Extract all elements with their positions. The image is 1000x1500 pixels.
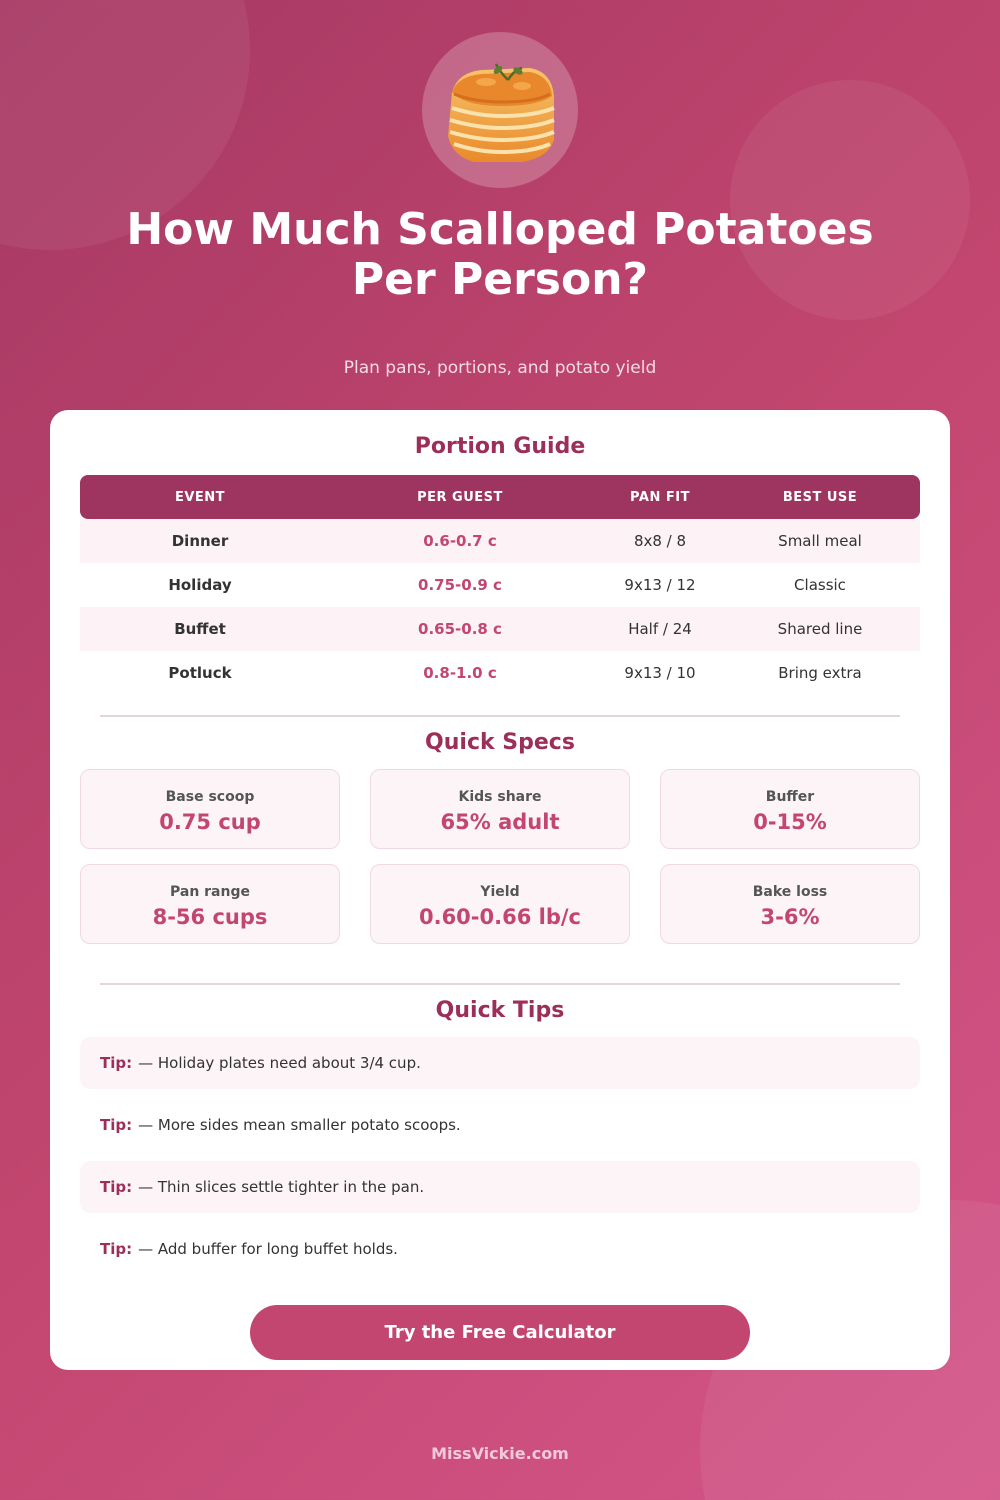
table-header [80,475,920,519]
tip-text: — More sides mean smaller potato scoops. [138,1116,461,1134]
spec-card-pan-range [80,864,340,944]
page-subtitle: Plan pans, portions, and potato yield [343,358,657,378]
spec-label: Base scoop [165,789,255,805]
spec-value: 8-56 cups [152,905,268,929]
spec-value: 0.75 cup [159,810,261,834]
spec-label: Kids share [458,789,542,805]
cell-event: Buffet [174,620,226,638]
cell-event: Holiday [168,576,232,594]
spec-label: Buffer [765,789,815,805]
tip-text: — Holiday plates need about 3/4 cup. [138,1054,421,1072]
column-header-per-guest: PER GUEST [417,489,503,505]
hero-icon-badge [422,32,578,188]
cell-best-use: Shared line [777,620,863,638]
content-card [50,410,950,1370]
column-header-pan-fit: PAN FIT [630,489,690,505]
spec-label: Bake loss [752,884,828,900]
tip-label: Tip: [100,1240,133,1258]
spec-card-buffer [660,769,920,849]
section-divider [100,983,900,985]
spec-value: 0.60-0.66 lb/c [418,905,581,929]
table-row [80,651,920,695]
spec-value: 0-15% [753,810,827,834]
cell-best-use: Classic [794,576,846,594]
spec-label: Yield [480,884,520,900]
section-divider [100,715,900,717]
cell-event: Dinner [171,532,229,550]
cell-pan-fit: 8x8 / 8 [633,532,687,550]
quick-tips-title: Quick Tips [435,998,565,1023]
tip-item [80,1161,920,1213]
table-row [80,519,920,563]
tip-item [80,1223,920,1275]
cell-per-guest: 0.8-1.0 c [423,664,497,682]
portion-guide-title: Portion Guide [414,434,586,459]
page-title: How Much Scalloped Potatoes Per Person? [126,204,874,305]
tip-item [80,1099,920,1151]
spec-card-base-scoop [80,769,340,849]
table-row [80,563,920,607]
tip-label: Tip: [100,1116,133,1134]
portion-table [80,475,920,695]
tip-item [80,1037,920,1089]
spec-card-kids-share [370,769,630,849]
cell-pan-fit: 9x13 / 12 [624,576,696,594]
spec-label: Pan range [169,884,250,900]
cell-per-guest: 0.6-0.7 c [423,532,497,550]
spec-value: 3-6% [760,905,820,929]
tip-text: — Thin slices settle tighter in the pan. [138,1178,425,1196]
cell-best-use: Bring extra [778,664,862,682]
column-header-event: EVENT [174,489,226,505]
table-row [80,607,920,651]
cell-pan-fit: Half / 24 [628,620,692,638]
tip-label: Tip: [100,1054,133,1072]
try-calculator-button[interactable]: Try the Free Calculator [250,1305,750,1360]
spec-card-yield [370,864,630,944]
cell-per-guest: 0.65-0.8 c [418,620,502,638]
spec-card-bake-loss [660,864,920,944]
cell-pan-fit: 9x13 / 10 [624,664,696,682]
footer-site-link[interactable]: MissVickie.com [431,1444,569,1463]
column-header-best-use: BEST USE [782,489,858,505]
cell-per-guest: 0.75-0.9 c [418,576,502,594]
spec-value: 65% adult [440,810,560,834]
scalloped-potatoes-icon [438,50,562,170]
cell-event: Potluck [168,664,232,682]
cell-best-use: Small meal [778,532,862,550]
tip-label: Tip: [100,1178,133,1196]
tip-text: — Add buffer for long buffet holds. [138,1240,398,1258]
quick-specs-title: Quick Specs [425,730,575,755]
